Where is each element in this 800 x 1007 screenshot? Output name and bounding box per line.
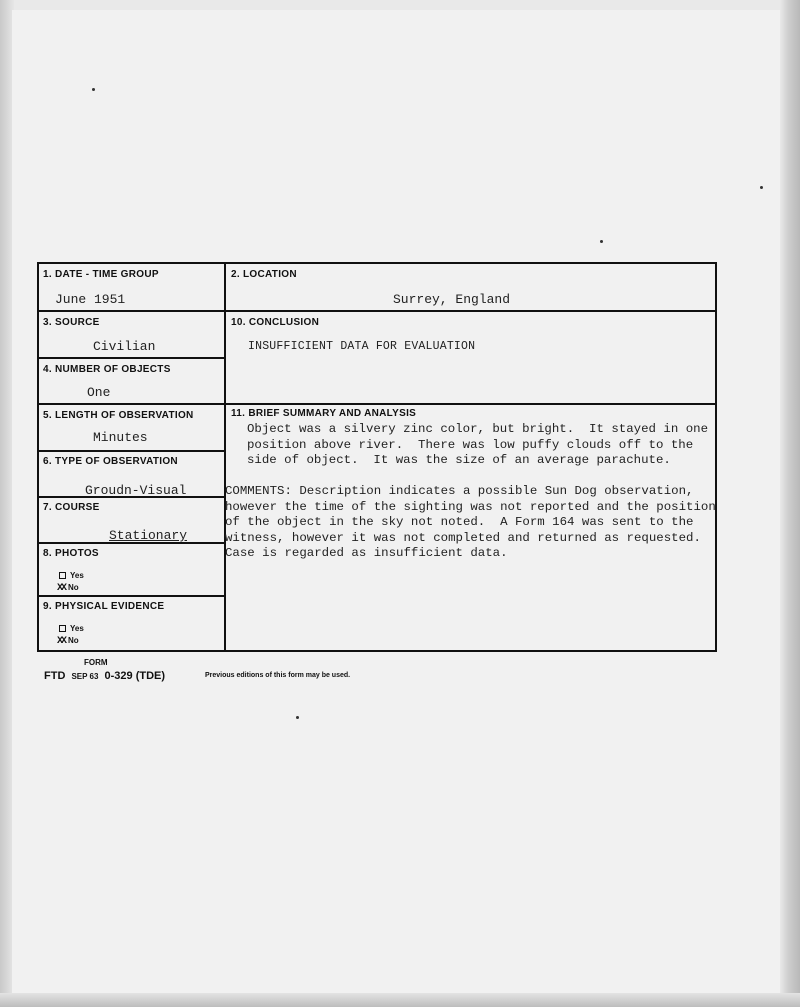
course-label: 7. COURSE xyxy=(43,502,100,513)
conclusion-label: 10. CONCLUSION xyxy=(231,317,320,328)
scan-speck xyxy=(600,240,603,243)
type-of-observation-label: 6. TYPE OF OBSERVATION xyxy=(43,456,178,467)
location-label: 2. LOCATION xyxy=(231,269,297,280)
scan-speck xyxy=(760,186,763,189)
scan-speck xyxy=(296,716,299,719)
physical-evidence-no-option: XX No xyxy=(57,636,79,647)
type-of-observation-value: Groudn-Visual xyxy=(85,483,187,498)
row-divider xyxy=(39,403,715,405)
row-divider xyxy=(39,595,224,597)
photos-yes-option: Yes xyxy=(59,571,84,580)
row-divider xyxy=(39,450,224,452)
source-value: Civilian xyxy=(93,339,156,354)
footer-note: Previous editions of this form may be used. xyxy=(205,672,351,679)
brief-summary-label: 11. BRIEF SUMMARY AND ANALYSIS xyxy=(231,408,417,419)
scan-edge-right xyxy=(780,0,800,1007)
comments-text: COMMENTS: Description indicates a possible Sun Dog observation, however the time of the sighting was not reported and the position of the object in the sky not noted. A Form 164 was sent to the witness, however it was not completed and returned as requested. Case is regarded as insufficient data. xyxy=(225,484,716,560)
physical-evidence-label: 9. PHYSICAL EVIDENCE xyxy=(43,601,165,612)
row-divider xyxy=(39,310,715,312)
number-of-objects-label: 4. NUMBER OF OBJECTS xyxy=(43,364,171,375)
typed-x-mark-icon: XX xyxy=(57,583,66,594)
checkbox-icon xyxy=(59,572,66,579)
photos-label: 8. PHOTOS xyxy=(43,548,99,559)
photos-no-option: XX No xyxy=(57,583,79,594)
checkbox-icon xyxy=(59,625,66,632)
brief-summary-text: Object was a silvery zinc color, but bright. It stayed in one position above river. There was low puffy clouds off to the side of object. It was the size of an average parachute. xyxy=(247,422,709,467)
number-of-objects-value: One xyxy=(87,385,111,400)
course-value: Stationary xyxy=(109,528,188,543)
footer-form-word: FORM xyxy=(84,658,108,667)
scan-edge-bottom xyxy=(0,993,800,1007)
location-value: Surrey, England xyxy=(393,292,511,307)
footer-form-id: FTD SEP 63 0-329 (TDE) xyxy=(44,670,166,682)
source-label: 3. SOURCE xyxy=(43,317,100,328)
date-time-group-value: June 1951 xyxy=(55,292,126,307)
row-divider xyxy=(39,357,224,359)
physical-evidence-yes-option: Yes xyxy=(59,624,84,633)
column-divider xyxy=(224,264,226,650)
scan-speck xyxy=(92,88,95,91)
conclusion-value: INSUFFICIENT DATA FOR EVALUATION xyxy=(248,340,476,353)
date-time-group-label: 1. DATE - TIME GROUP xyxy=(43,269,159,280)
length-of-observation-label: 5. LENGTH OF OBSERVATION xyxy=(43,410,194,421)
project-record-card xyxy=(37,262,717,652)
typed-x-mark-icon: XX xyxy=(57,636,66,647)
length-of-observation-value: Minutes xyxy=(93,430,148,445)
